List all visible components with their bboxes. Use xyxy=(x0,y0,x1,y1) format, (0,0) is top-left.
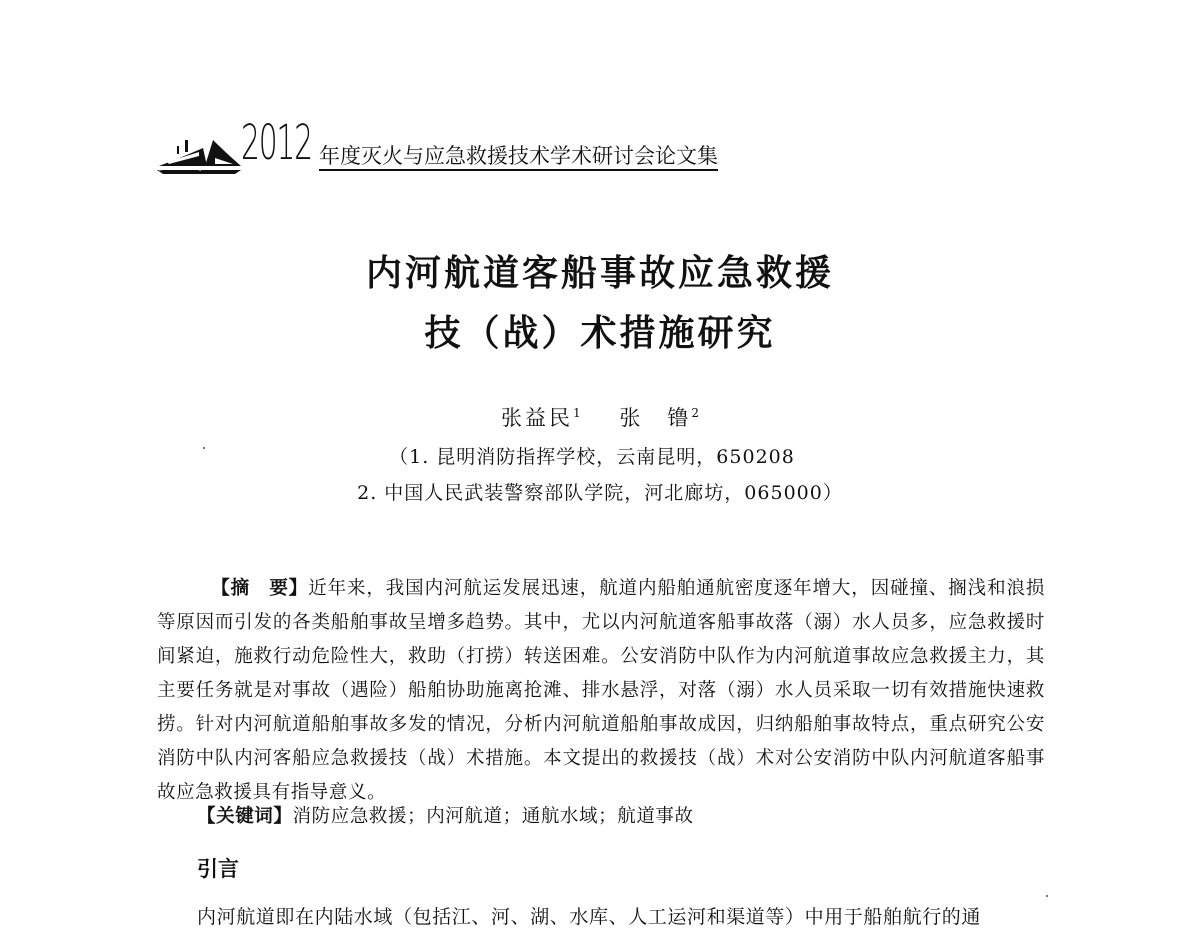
abstract-text: 近年来，我国内河航运发展迅速，航道内船舶通航密度逐年增大，因碰撞、搁浅和浪损等原因而引发的各类船舶事故呈增多趋势。其中，尤以内河航道客船事故落（溺）水人员多，应急救援时间紧迫，施救行动危险性大，救助（打捞）转送困难。公安消防中队作为内河航道事故应急救援主力，其主要任务就是对事故（遇险）船舶协助施离抢滩、排水悬浮，对落（溺）水人员采取一切有效措施快速救捞。针对内河航道船舶事故多发的情况，分析内河航道船舶事故成因，归纳船舶事故特点，重点研究公安消防中队内河客船应急救援技（战）术措施。本文提出的救援技（战）术对公安消防中队内河航道客船事故应急救援具有指导意义。 xyxy=(157,578,1045,803)
proceedings-year: 2012 xyxy=(241,115,312,171)
author-name: 张益民 xyxy=(501,406,573,430)
author-line xyxy=(0,398,1200,433)
paper-title-line2: 技（战）术措施研究 xyxy=(424,312,776,354)
scan-speck xyxy=(203,447,205,449)
affiliation-line: （1. 昆明消防指挥学校，云南昆明，650208 xyxy=(389,446,795,468)
abstract-paragraph xyxy=(157,572,1045,810)
intro-paragraph: 内河航道即在内陆水域（包括江、河、湖、水库、人工运河和渠道等）中用于船舶航行的通 xyxy=(197,906,982,928)
affiliation-line: 2. 中国人民武装警察部队学院，河北廊坊，065000） xyxy=(357,482,843,504)
keywords-line xyxy=(197,800,694,834)
abstract-label: 【摘 要】 xyxy=(211,578,309,599)
proceedings-series-title: 年度灭火与应急救援技术学术研讨会论文集 xyxy=(319,144,718,171)
ship-logo-icon xyxy=(155,126,245,174)
keywords-text: 消防应急救援；内河航道；通航水域；航道事故 xyxy=(292,806,694,827)
author-name: 张 镥 xyxy=(619,406,692,430)
section-heading: 引言 xyxy=(197,857,239,881)
keywords-label: 【关键词】 xyxy=(197,806,293,827)
proceedings-header xyxy=(155,115,755,176)
author-affiliation-mark: 1 xyxy=(573,406,581,420)
author-affiliation-mark: 2 xyxy=(691,406,699,420)
scan-speck xyxy=(1046,895,1048,897)
paper-title-line1: 内河航道客船事故应急救援 xyxy=(365,252,834,294)
